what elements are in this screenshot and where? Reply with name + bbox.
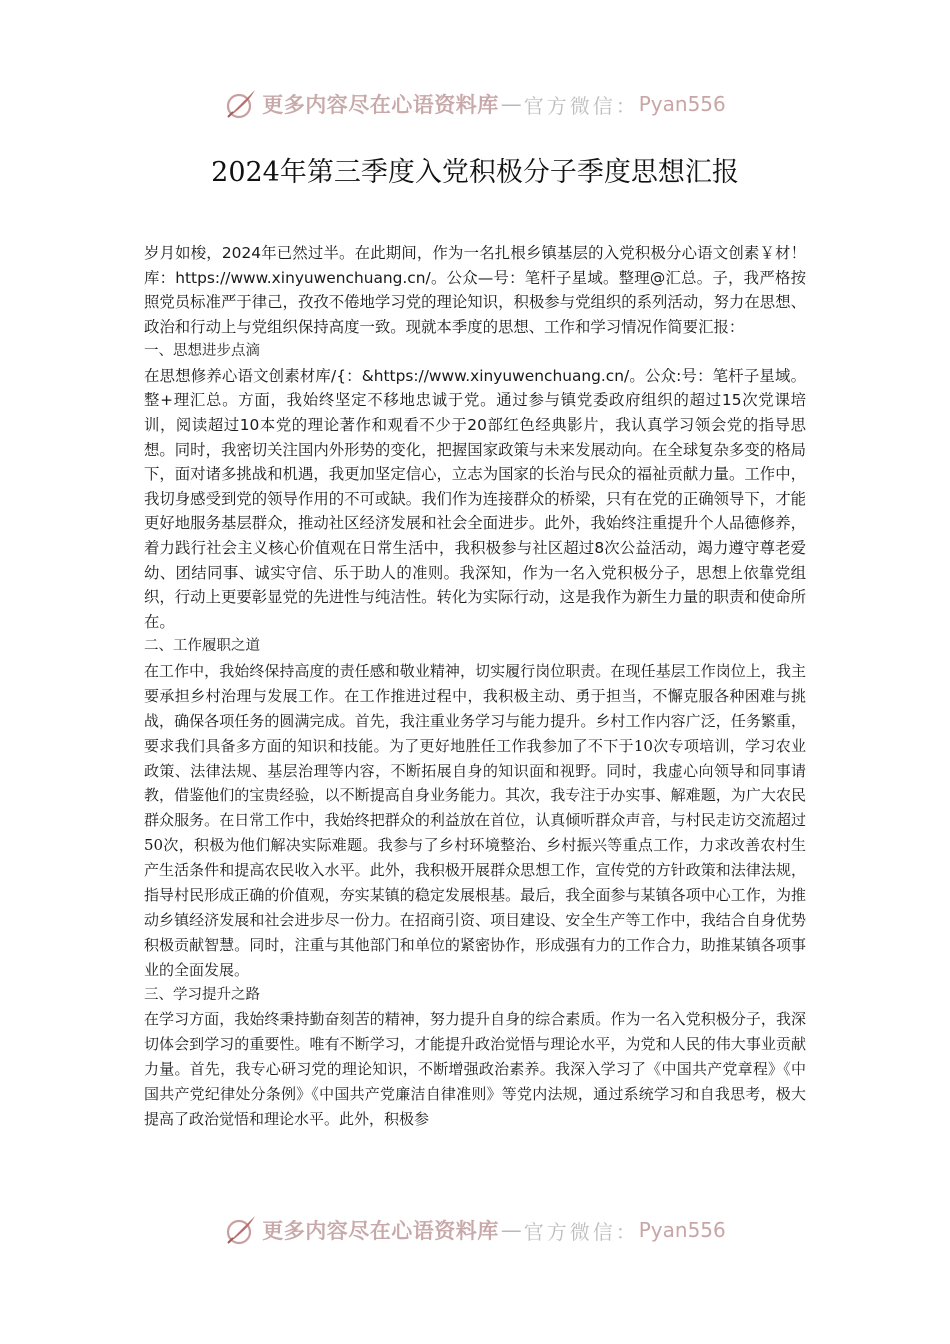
banner-wechat-id: Pyan556 <box>638 92 726 116</box>
banner-separator: — <box>500 92 522 116</box>
section-heading-1: 一、思想进步点滴 <box>144 343 260 360</box>
document-body <box>144 241 806 1132</box>
section-heading-3: 三、学习提升之路 <box>144 986 260 1003</box>
document-title: 2024年第三季度入党积极分子季度思想汇报 <box>211 157 739 188</box>
banner-official-label: 官方微信： <box>523 93 639 118</box>
section-paragraph-3: 在学习方面，我始终秉持勤奋刻苦的精神，努力提升自身的综合素质。作为一名入党积极分子，我深切体会到学习的重要性。唯有不断学习，才能提升政治觉悟与理论水平，为党和人民的伟大事业贡献力量。首先，我专心研习党的理论知识，不断增强政治素养。我深入学习了《中国共产党章程》《中国共产党纪律处分条例》《中国共产党廉洁自律准则》等党内法规，通过系统学习和自我思考，极大提高了政治觉悟和理论水平。此外，积极参 <box>144 1010 806 1128</box>
section-paragraph-1: 在思想修养心语文创素材库/{：&https://www.xinyuwenchuang.cn/。公众:号：笔杆子星域。整+理汇总。方面，我始终坚定不移地忠诚于党。通过参与镇党委政府组织的超过15次党课培训，阅读超过10本党的理论著作和观看不少于20部红色经典影片，我认真学习领会党的指导思想。同时，我密切关注国内外形势的变化，把握国家政策与未来发展动向。在全球复杂多变的格局下，面对诸多挑战和机遇，我更加坚定信心，立志为国家的长治与民众的福祉贡献力量。工作中，我切身感受到党的领导作用的不可或缺。我们作为连接群众的桥梁，只有在党的正确领导下，才能更好地服务基层群众，推动社区经济发展和社会全面进步。此外，我始终注重提升个人品德修养，着力践行社会主义核心价值观在日常生活中，我积极参与社区超过8次公益活动，竭力遵守尊老爱幼、团结同事、诚实守信、乐于助人的准则。我深知，作为一名入党积极分子，思想上依靠党组织，行动上更要彰显党的先进性与纯洁性。转化为实际行动，这是我作为新生力量的职责和使命所在。 <box>144 366 806 631</box>
banner-separator: — <box>500 1218 522 1242</box>
footer-watermark-banner <box>0 1210 950 1250</box>
banner-brand-text: 更多内容尽在心语资料库 <box>262 1218 499 1243</box>
section-paragraph-2: 在工作中，我始终保持高度的责任感和敬业精神，切实履行岗位职责。在现任基层工作岗位上，我主要承担乡村治理与发展工作。在工作推进过程中，我积极主动、勇于担当，不懈克服各种困难与挑战，确保各项任务的圆满完成。首先，我注重业务学习与能力提升。乡村工作内容广泛，任务繁重，要求我们具备多方面的知识和技能。为了更好地胜任工作我参加了不下于10次专项培训，学习农业政策、法律法规、基层治理等内容，不断拓展自身的知识面和视野。同时，我虚心向领导和同事请教，借鉴他们的宝贵经验，以不断提高自身业务能力。其次，我专注于办实事、解难题，为广大农民群众服务。在日常工作中，我始终把群众的利益放在首位，认真倾听群众声音，与村民走访交流超过50次，积极为他们解决实际难题。我参与了乡村环境整治、乡村振兴等重点工作，力求改善农村生产生活条件和提高农民收入水平。此外，我积极开展群众思想工作，宣传党的方针政策和法律法规，指导村民形成正确的价值观，夯实某镇的稳定发展根基。最后，我全面参与某镇各项中心工作，为推动乡镇经济发展和社会进步尽一份力。在招商引资、项目建设、安全生产等工作中，我结合自身优势积极贡献智慧。同时，注重与其他部门和单位的紧密协作，形成强有力的工作合力，助推某镇各项事业的全面发展。 <box>144 661 806 979</box>
banner-wechat-id: Pyan556 <box>638 1218 726 1242</box>
intro-paragraph: 岁月如梭，2024年已然过半。在此期间，作为一名扎根乡镇基层的入党积极分心语文创素￥材！库：https://www.xinyuwenchuang.cn/。公众—号：笔杆子星域。整理@汇总。子，我严格按照党员标准严于律己，孜孜不倦地学习党的理论知识，积极参与党组织的系列活动，努力在思想、政治和行动上与党组织保持高度一致。现就本季度的思想、工作和学习情况作简要汇报： <box>144 244 806 336</box>
banner-brand-text: 更多内容尽在心语资料库 <box>262 92 499 117</box>
quill-logo-icon <box>224 1213 258 1247</box>
section-heading-2: 二、工作履职之道 <box>144 638 260 655</box>
quill-logo-icon <box>224 87 258 121</box>
header-watermark-banner <box>0 84 950 124</box>
banner-official-label: 官方微信： <box>523 1219 639 1244</box>
